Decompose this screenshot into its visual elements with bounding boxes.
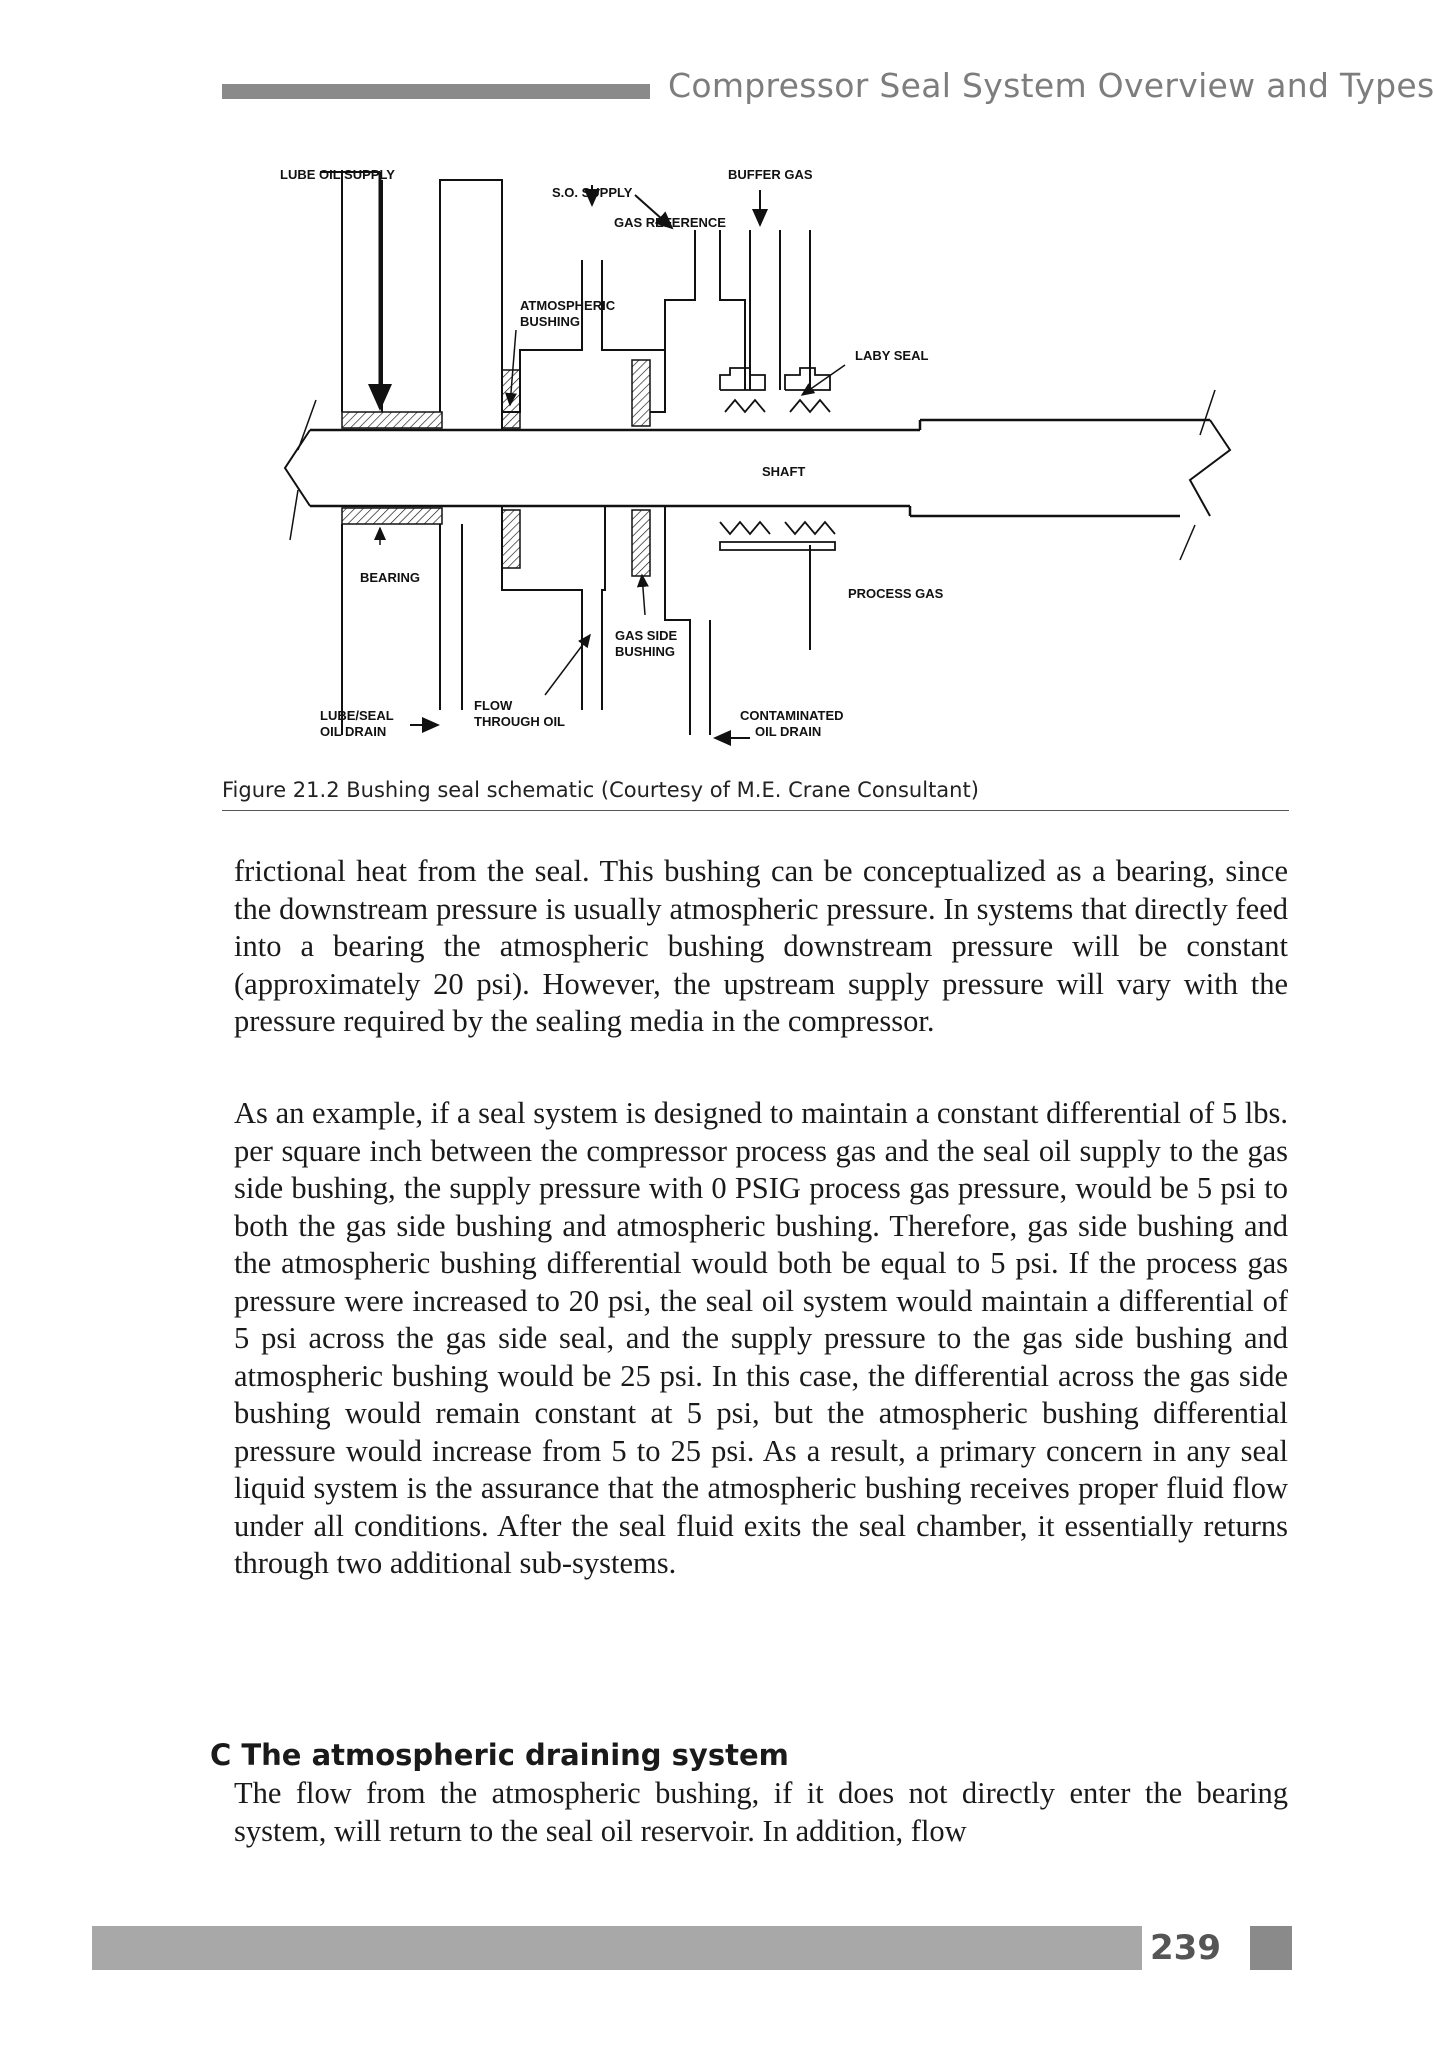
header-bar: [222, 84, 650, 99]
label-bearing: BEARING: [360, 570, 420, 585]
seal-housing: [342, 170, 810, 735]
bushing-seal-schematic: [280, 150, 1240, 760]
label-flow-through-oil-2: THROUGH OIL: [474, 714, 565, 729]
label-process-gas: PROCESS GAS: [848, 586, 944, 601]
labyrinth-seal: [720, 368, 835, 550]
gas-side-bushing-top: [632, 360, 650, 426]
label-gas-reference: GAS REFERENCE: [614, 215, 726, 230]
running-header: Compressor Seal System Overview and Types: [668, 66, 1435, 105]
label-atmospheric-bushing-2: BUSHING: [520, 314, 580, 329]
label-gas-side-bushing-2: BUSHING: [615, 644, 675, 659]
body-paragraph-1: frictional heat from the seal. This bushing can be conceptualized as a bearing, since the downstream pressure is usually atmospheric pressure. In systems that directly feed into a bearing the atmospheric bushing downstream pressure will be constant (approximately 20 psi). However, the upstream supply pressure will vary with the pressure required by the sealing media in the compressor.: [234, 854, 1288, 1038]
label-lube-seal-oil-drain-2: OIL DRAIN: [320, 724, 387, 739]
label-buffer-gas: BUFFER GAS: [728, 167, 813, 182]
caption-rule: [222, 810, 1289, 811]
bearing-pad-top: [342, 412, 442, 428]
label-contaminated-oil-drain: CONTAMINATED: [740, 708, 844, 723]
label-atmospheric-bushing: ATMOSPHERIC: [520, 298, 616, 313]
label-lube-oil-supply: LUBE OIL SUPPLY: [280, 167, 395, 182]
figure-caption: Figure 21.2 Bushing seal schematic (Courtesy of M.E. Crane Consultant): [222, 778, 979, 802]
label-gas-side-bushing: GAS SIDE: [615, 628, 678, 643]
label-shaft: SHAFT: [762, 464, 806, 479]
section-heading: C The atmospheric draining system: [210, 1738, 789, 1772]
label-contaminated-oil-drain-2: OIL DRAIN: [755, 724, 822, 739]
atmospheric-bushing-bottom: [502, 510, 520, 568]
body-paragraph-3: The flow from the atmospheric bushing, if it does not directly enter the bearing system, will return to the seal oil reservoir. In addition, flow: [234, 1776, 1288, 1848]
label-flow-through-oil: FLOW: [474, 698, 513, 713]
body-paragraph-2: As an example, if a seal system is designed to maintain a constant differential of 5 lbs. per square inch between the compressor process gas and the seal oil supply to the gas side bushing, the supply pressure with 0 PSIG process gas pressure, would be 5 psi to both the gas side bushing and atmospheric bushing. Therefore, gas side bushing and the atmospheric bushing differential would both be equal to 5 psi. If the process gas pressure were increased to 20 psi, the seal oil system would maintain a differential of 5 psi across the gas side seal, and the supply pressure to the gas side bushing and atmospheric bushing would be 25 psi. In this case, the differential across the gas side bushing would remain constant at 5 psi, but the atmospheric bushing differential pressure would increase from 5 to 25 psi. As a result, a primary concern in any seal liquid system is the assurance that the atmospheric bushing receives proper fluid flow under all conditions. After the seal fluid exits the seal chamber, it essentially returns through two additional sub-systems.: [234, 1096, 1288, 1580]
label-laby-seal: LABY SEAL: [855, 348, 929, 363]
gas-side-bushing-bottom: [632, 510, 650, 576]
label-lube-seal-oil-drain: LUBE/SEAL: [320, 708, 394, 723]
page-number: 239: [1150, 1928, 1221, 1968]
footer-bar: [92, 1926, 1142, 1970]
label-so-supply: S.O. SUPPLY: [552, 185, 633, 200]
bearing-pad-bottom: [342, 508, 442, 524]
footer-block: [1250, 1926, 1292, 1970]
